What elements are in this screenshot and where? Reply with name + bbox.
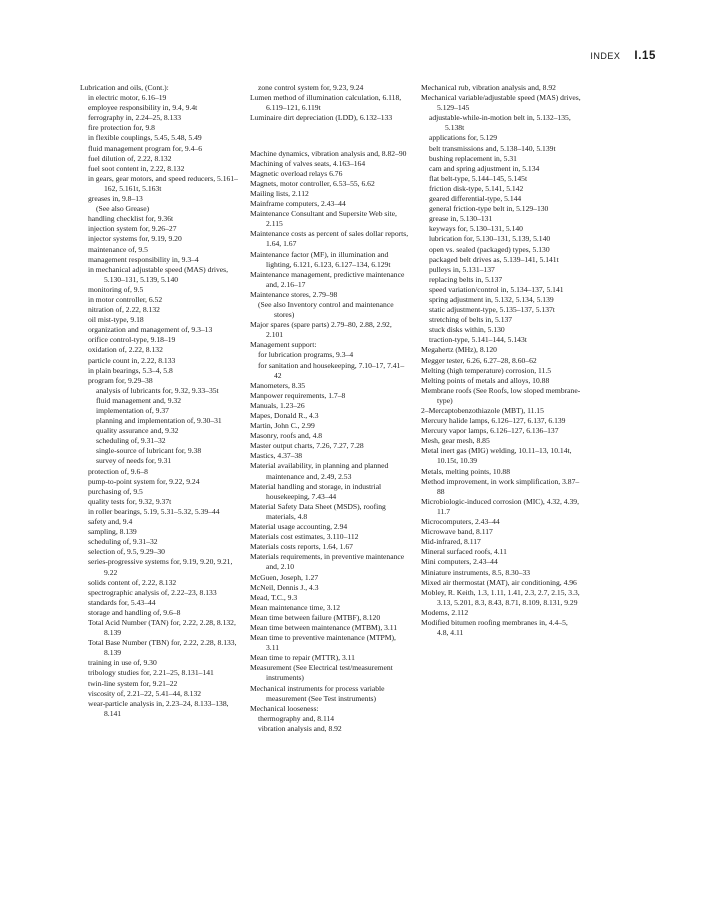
index-subentry: Total Acid Number (TAN) for, 2.22, 2.28, 8.132, 8.139 (88, 617, 236, 638)
index-subentry: quality tests for, 9.32, 9.37t (88, 496, 172, 506)
index-subentry: injector systems for, 9.19, 9.20 (88, 234, 182, 244)
index-subentry: oil mist-type, 9.18 (88, 315, 144, 325)
index-subentry: pump-to-point system for, 9.22, 9.24 (88, 476, 200, 486)
index-entry: Mobley, R. Keith, 1.3, 1.11, 1.41, 2.3, 2.7, 2.15, 3.3, 3.13, 5.201, 8.3, 8.43, 8.71, 8.109, 8.131, 9.29 (421, 587, 580, 607)
index-subentry: for lubrication programs, 9.3–4 (258, 350, 354, 360)
index-subentry: solids content of, 2.22, 8.132 (88, 577, 177, 587)
index-subentry: general friction-type belt in, 5.129–130 (429, 204, 549, 214)
index-subentry: management responsibility in, 9.3–4 (88, 254, 199, 264)
index-subentry: single-source of lubricant for, 9.38 (96, 446, 202, 456)
index-entry: Mercury halide lamps, 6.126–127, 6.137, 6.139 (421, 416, 566, 426)
index-subentry: for sanitation and housekeeping, 7.10–17, 7.41–42 (258, 360, 405, 380)
index-subentry: employee responsibility in, 9.4, 9.4t (88, 103, 198, 113)
index-entry: Mechanical variable/adjustable speed (MAS) drives, 5.129–145 (421, 93, 581, 113)
index-entry: Measurement (See Electrical test/measurement instruments) (250, 663, 393, 683)
index-entry: Master output charts, 7.26, 7.27, 7.28 (250, 441, 364, 451)
index-subentry: tribology studies for, 2.21–25, 8.131–141 (88, 668, 214, 678)
index-subentry: (See also Grease) (96, 204, 150, 214)
index-entry: Manometers, 8.35 (250, 380, 306, 390)
index-entry: Maintenance management, predictive maintenance and, 2.16–17 (250, 269, 405, 289)
index-entry: Material handling and storage, in industrial housekeeping, 7.43–44 (250, 481, 382, 501)
index-subentry: monitoring of, 9.5 (88, 284, 144, 294)
index-subentry: applications for, 5.129 (429, 133, 498, 143)
index-subentry: lubrication for, 5.130–131, 5.139, 5.140 (429, 234, 551, 244)
index-subentry: packaged belt drives as, 5.139–141, 5.141t (429, 254, 559, 264)
index-subentry: planning and implementation of, 9.30–31 (96, 416, 222, 426)
index-entry: Mechanical looseness: (250, 703, 319, 713)
index-subentry: open vs. sealed (packaged) types, 5.130 (429, 244, 550, 254)
index-subentry: program for, 9.29–38 (88, 375, 153, 385)
index-subentry: analysis of lubricants for, 9.32, 9.33–35t (96, 385, 219, 395)
index-subentry: belt transmissions and, 5.138–140, 5.139t (429, 143, 556, 153)
index-subentry: cam and spring adjustment in, 5.134 (429, 163, 540, 173)
index-subentry: scheduling of, 9.31–32 (96, 436, 166, 446)
index-entry: Microbiologic-induced corrosion (MIC), 4.32, 4.39, 11.7 (421, 496, 579, 516)
index-column-1 (80, 83, 240, 719)
index-subentry: in roller bearings, 5.19, 5.31–5.32, 5.39–44 (88, 506, 220, 516)
index-subentry: stretching of belts in, 5.137 (429, 315, 513, 325)
index-entry: Lumen method of illumination calculation, 6.118, 6.119–121, 6.119t (250, 93, 402, 113)
index-subentry: viscosity of, 2.21–22, 5.41–44, 8.132 (88, 688, 202, 698)
index-subentry: fuel dilution of, 2.22, 8.132 (88, 153, 172, 163)
index-entry: Maintenance Consultant and Supersite Web site, 2.115 (250, 209, 397, 229)
index-subentry: organization and management of, 9.3–13 (88, 325, 213, 335)
index-subentry: fluid management and, 9.32 (96, 395, 181, 405)
index-entry: Membrane roofs (See Roofs, low sloped membrane-type) (421, 385, 581, 405)
index-subentry: in plain bearings, 5.3–4, 5.8 (88, 365, 173, 375)
index-entry: Mercury vapor lamps, 6.126–127, 6.136–137 (421, 426, 559, 436)
index-subentry: storage and handling of, 9.6–8 (88, 607, 181, 617)
index-subentry: handling checklist for, 9.36t (88, 214, 174, 224)
index-subentry: implementation of, 9.37 (96, 406, 169, 415)
index-subentry: zone control system for, 9.23, 9.24 (258, 83, 364, 92)
index-entry: Machining of valves seats, 4.163–164 (250, 158, 366, 168)
index-entry: Miniature instruments, 8.5, 8.30–33 (421, 567, 531, 577)
index-entry: Mean maintenance time, 3.12 (250, 602, 341, 612)
running-head-label: INDEX (590, 51, 621, 61)
index-entry: Manpower requirements, 1.7–8 (250, 390, 346, 400)
index-entry: Magnets, motor controller, 6.53–55, 6.62 (250, 178, 375, 188)
index-entry: Mini computers, 2.43–44 (421, 557, 498, 567)
index-subentry: bushing replacement in, 5.31 (429, 153, 517, 163)
index-entry: Mean time between failure (MTBF), 8.120 (250, 612, 381, 622)
index-entry: Machine dynamics, vibration analysis and, 8.82–90 (250, 148, 407, 158)
index-subentry: fuel soot content in, 2.22, 8.132 (88, 163, 185, 173)
index-subentry: scheduling of, 9.31–32 (88, 537, 158, 547)
index-subentry: sampling, 8.139 (88, 527, 137, 537)
index-subentry: in motor controller, 6.52 (88, 294, 163, 304)
index-entry: Metal inert gas (MIG) welding, 10.11–13, 10.14t, 10.15t, 10.39 (421, 446, 572, 466)
index-subentry: traction-type, 5.141–144, 5.143t (429, 335, 527, 345)
index-subentry: orifice control-type, 9.18–19 (88, 335, 176, 345)
index-entry: Lubrication and oils, (Cont.): (80, 83, 169, 92)
index-entry: Material usage accounting, 2.94 (250, 522, 348, 532)
index-subentry: speed variation/control in, 5.134–137, 5.141 (429, 284, 564, 294)
index-subentry: in mechanical adjustable speed (MAS) drives, 5.130–131, 5.139, 5.140 (88, 264, 229, 284)
index-entry: 2–Mercaptobenzothiazole (MBT), 11.15 (421, 406, 544, 415)
index-entry: Mid-infrared, 8.117 (421, 537, 481, 547)
letter-section-gap (250, 131, 410, 141)
index-subentry: ferrography in, 2.24–25, 8.133 (88, 113, 182, 123)
index-entry: Mean time to repair (MTTR), 3.11 (250, 653, 355, 663)
index-entry: Mineral surfaced roofs, 4.11 (421, 547, 507, 557)
index-subentry: greases in, 9.8–13 (88, 194, 143, 204)
index-column-2 (250, 83, 410, 734)
index-entry: Masonry, roofs and, 4.8 (250, 431, 323, 441)
index-entry: Mainframe computers, 2.43–44 (250, 199, 346, 209)
index-subentry: replacing belts in, 5.137 (429, 274, 503, 284)
index-entry: Mechanical instruments for process variable measurement (See Test instruments) (250, 683, 385, 703)
index-subentry: quality assurance and, 9.32 (96, 426, 179, 436)
index-subentry: in gears, gear motors, and speed reducers, 5.161–162, 5.161t, 5.163t (88, 173, 238, 193)
index-entry: Material availability, in planning and planned maintenance and, 2.49, 2.53 (250, 461, 389, 481)
page-header (590, 50, 656, 62)
index-subentry: nitration of, 2.22, 8.132 (88, 305, 160, 315)
index-subentry: adjustable-while-in-motion belt in, 5.132–135, 5.138t (429, 113, 571, 133)
index-entry: Method improvement, in work simplification, 3.87–88 (421, 476, 580, 496)
index-entry: Mapes, Donald R., 4.3 (250, 411, 319, 420)
index-subentry: grease in, 5.130–131 (429, 214, 493, 224)
index-subentry: oxidation of, 2.22, 8.132 (88, 345, 163, 355)
index-subentry: spectrographic analysis of, 2.22–23, 8.133 (88, 587, 217, 597)
index-entry: Melting (high temperature) corrosion, 11.5 (421, 365, 552, 375)
index-entry: Megger tester, 6.26, 6.27–28, 8.60–62 (421, 355, 537, 365)
index-entry: Megahertz (MHz), 8.120 (421, 345, 497, 355)
index-subentry: selection of, 9.5, 9.29–30 (88, 547, 165, 557)
index-entry: Luminaire dirt depreciation (LDD), 6.132–133 (250, 113, 393, 123)
index-subentry: (See also Inventory control and maintenance stores) (258, 299, 394, 320)
index-subentry: in flexible couplings, 5.45, 5.48, 5.49 (88, 133, 202, 143)
index-entry: Maintenance stores, 2.79–98 (250, 289, 338, 299)
index-entry: McGuen, Joseph, 1.27 (250, 572, 319, 582)
index-subentry: keyways for, 5.130–131, 5.140 (429, 224, 523, 234)
index-entry: Materials cost estimates, 3.110–112 (250, 532, 359, 542)
index-entry: Mesh, gear mesh, 8.85 (421, 436, 490, 446)
index-entry: Materials requirements, in preventive maintenance and, 2.10 (250, 552, 405, 572)
index-subentry: particle count in, 2.22, 8.133 (88, 355, 176, 365)
index-entry: Maintenance factor (MF), in illumination and lighting, 6.121, 6.123, 6.127–134, 6.129t (250, 249, 391, 269)
index-subentry: geared differential-type, 5.144 (429, 194, 522, 204)
index-subentry: static adjustment-type, 5.135–137, 5.137t (429, 305, 555, 315)
index-entry: Management support: (250, 340, 317, 350)
index-entry: Magnetic overload relays 6.76 (250, 168, 343, 178)
index-entry: Modems, 2.112 (421, 607, 469, 617)
index-entry: Mailing lists, 2.112 (250, 188, 309, 198)
index-column-3 (421, 83, 581, 638)
index-subentry: friction disk-type, 5.141, 5.142 (429, 183, 524, 193)
index-subentry: fire protection for, 9.8 (88, 123, 155, 133)
index-entry: McNeil, Dennis J., 4.3 (250, 582, 319, 592)
index-entry: Martin, John C., 2.99 (250, 421, 315, 431)
index-subentry: flat belt-type, 5.144–145, 5.145t (429, 173, 528, 183)
index-entry: Modified bitumen roofing membranes in, 4.4–5, 4.8, 4.11 (421, 617, 568, 638)
index-entry: Maintenance costs as percent of sales dollar reports, 1.64, 1.67 (250, 229, 409, 249)
index-entry: Microwave band, 8.117 (421, 527, 493, 537)
index-subentry: standards for, 5.43–44 (88, 597, 156, 607)
index-subentry: in electric motor, 6.16–19 (88, 93, 167, 103)
index-subentry: maintenance of, 9.5 (88, 244, 148, 254)
index-subentry: purchasing of, 9.5 (88, 486, 143, 496)
index-subentry: Total Base Number (TBN) for, 2.22, 2.28, 8.133, 8.139 (88, 638, 237, 658)
index-subentry: training in use of, 9.30 (88, 658, 157, 668)
index-entry: Mean time between maintenance (MTBM), 3.11 (250, 622, 398, 632)
index-subentry: stuck disks within, 5.130 (429, 325, 505, 335)
index-subentry: injection system for, 9.26–27 (88, 224, 177, 234)
index-subentry: pulleys in, 5.131–137 (429, 264, 495, 274)
index-entry: Materials costs reports, 1.64, 1.67 (250, 542, 353, 552)
index-entry: Mean time to preventive maintenance (MTPM), 3.11 (250, 633, 396, 653)
index-entry: Mechanical rub, vibration analysis and, 8.92 (421, 83, 556, 92)
index-subentry: spring adjustment in, 5.132, 5.134, 5.139 (429, 294, 554, 304)
page-number: I.15 (634, 50, 656, 62)
index-entry: Mixed air thermostat (MAT), air conditioning, 4.96 (421, 577, 577, 587)
index-entry: Microcomputers, 2.43–44 (421, 517, 500, 527)
index-subentry: twin-line system for, 9.21–22 (88, 678, 178, 688)
index-subentry: survey of needs for, 9.31 (96, 456, 172, 466)
index-entry: Melting points of metals and alloys, 10.88 (421, 375, 550, 385)
index-subentry: series-progressive systems for, 9.19, 9.20, 9.21, 9.22 (88, 557, 233, 577)
index-entry: Material Safety Data Sheet (MSDS), roofing materials, 4.8 (250, 501, 386, 521)
index-entry: Mead, T.C., 9.3 (250, 592, 298, 602)
index-subentry: protection of, 9.6–8 (88, 466, 148, 476)
index-subentry: safety and, 9.4 (88, 517, 133, 527)
index-entry: Metals, melting points, 10.88 (421, 466, 511, 476)
index-subentry: wear-particle analysis in, 2.23–24, 8.133–138, 8.141 (88, 698, 229, 718)
index-entry: Major spares (spare parts) 2.79–80, 2.88, 2.92, 2.101 (250, 320, 392, 340)
index-subentry: thermography and, 8.114 (258, 713, 335, 723)
index-entry: Manuals, 1.23–26 (250, 400, 305, 410)
index-entry: Mastics, 4.37–38 (250, 451, 303, 461)
index-subentry: fluid management program for, 9.4–6 (88, 143, 202, 153)
index-subentry: vibration analysis and, 8.92 (258, 723, 342, 733)
